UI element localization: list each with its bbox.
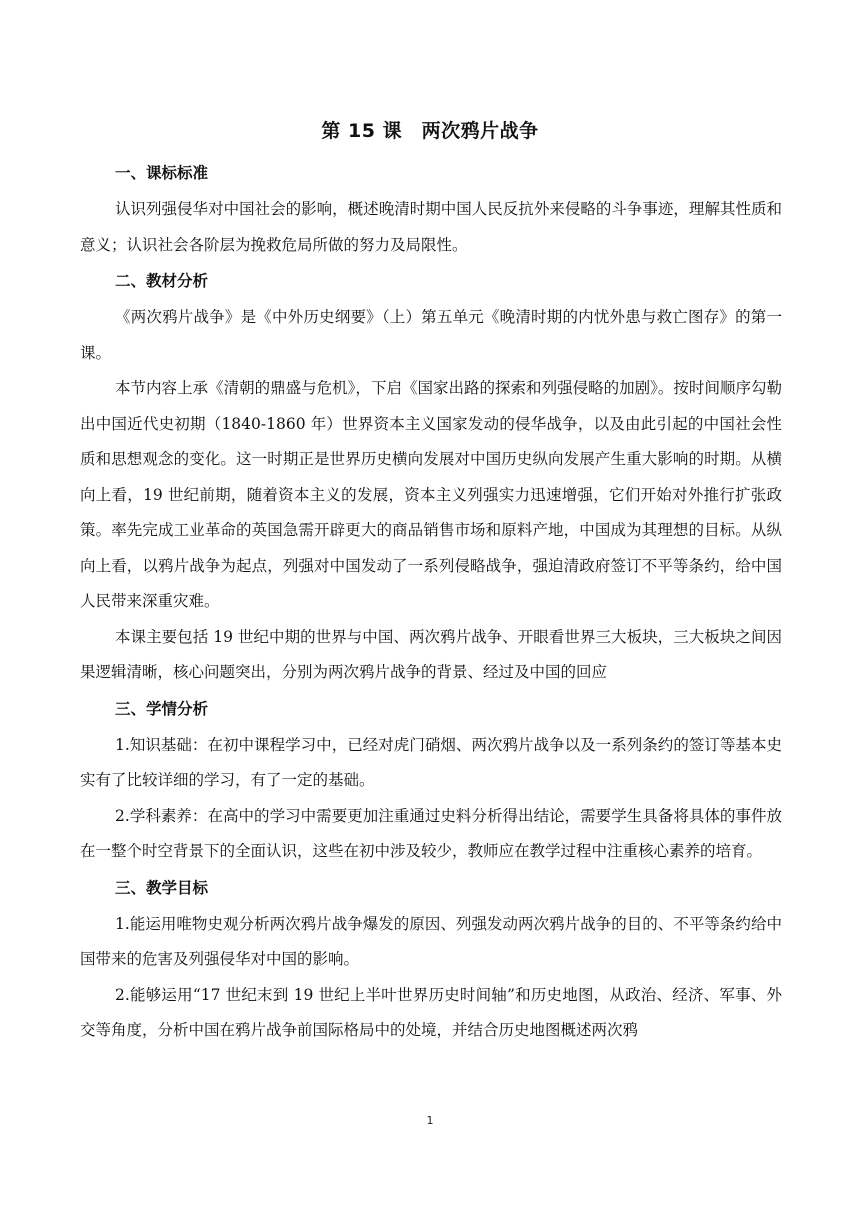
paragraph: 认识列强侵华对中国社会的影响，概述晚清时期中国人民反抗外来侵略的斗争事迹，理解其性质和意义；认识社会各阶层为挽救危局所做的努力及局限性。 [80, 200, 782, 254]
paragraph: 1.知识基础：在初中课程学习中，已经对虎门硝烟、两次鸦片战争以及一系列条约的签订等基本史实有了比较详细的学习，有了一定的基础。 [80, 735, 782, 789]
paragraph: 《两次鸦片战争》是《中外历史纲要》（上）第五单元《晚清时期的内忧外患与救亡图存》的第一课。 [80, 308, 782, 362]
paragraph: 1.能运用唯物史观分析两次鸦片战争爆发的原因、列强发动两次鸦片战争的目的、不平等条约给中国带来的危害及列强侵华对中国的影响。 [80, 914, 782, 968]
section-textbook-analysis [80, 263, 782, 691]
section-heading: 三、学情分析 [115, 699, 209, 718]
paragraph: 2.能够运用“17 世纪末到 19 世纪上半叶世界历史时间轴”和历史地图，从政治、经济、军事、外交等角度，分析中国在鸦片战争前国际格局中的处境，并结合历史地图概述两次鸦 [80, 985, 782, 1039]
page-number: 1 [426, 1114, 434, 1127]
paragraph: 2.学科素养：在高中的学习中需要更加注重通过史料分析得出结论，需要学生具备将具体的事件放在一整个时空背景下的全面认识，这些在初中涉及较少，教师应在教学过程中注重核心素养的培育。 [80, 806, 782, 860]
paragraph: 本课主要包括 19 世纪中期的世界与中国、两次鸦片战争、开眼看世界三大板块，三大板块之间因果逻辑清晰，核心问题突出，分别为两次鸦片战争的背景、经过及中国的回应 [80, 627, 782, 681]
section-heading: 三、教学目标 [115, 878, 209, 897]
section-heading: 一、课标标准 [115, 164, 209, 182]
section-learner-analysis [80, 691, 782, 870]
paragraph: 本节内容上承《清朝的鼎盛与危机》，下启《国家出路的探索和列强侵略的加剧》。按时间顺序勾勒出中国近代史初期（1840-1860 年）世界资本主义国家发动的侵华战争，以及由此引起的中国社会性质和思想观念的变化。这一时期正是世界历史横向发展对中国历史纵向发展产生重大影响的时期。从横向上看，19 世纪前期，随着资本主义的发展，资本主义列强实力迅速增强，它们开始对外推行扩张政策。率先完成工业革命的英国急需开辟更大的商品销售市场和原料产地，中国成为其理想的目标。从纵向上看，以鸦片战争为起点，列强对中国发动了一系列侵略战争，强迫清政府签订不平等条约，给中国人民带来深重灾难。 [80, 379, 782, 610]
section-curriculum-standard [80, 155, 782, 263]
section-heading: 二、教材分析 [115, 272, 209, 290]
document-body [80, 155, 782, 1049]
document-title: 第 15 课 两次鸦片战争 [321, 120, 539, 142]
section-teaching-objectives [80, 870, 782, 1049]
